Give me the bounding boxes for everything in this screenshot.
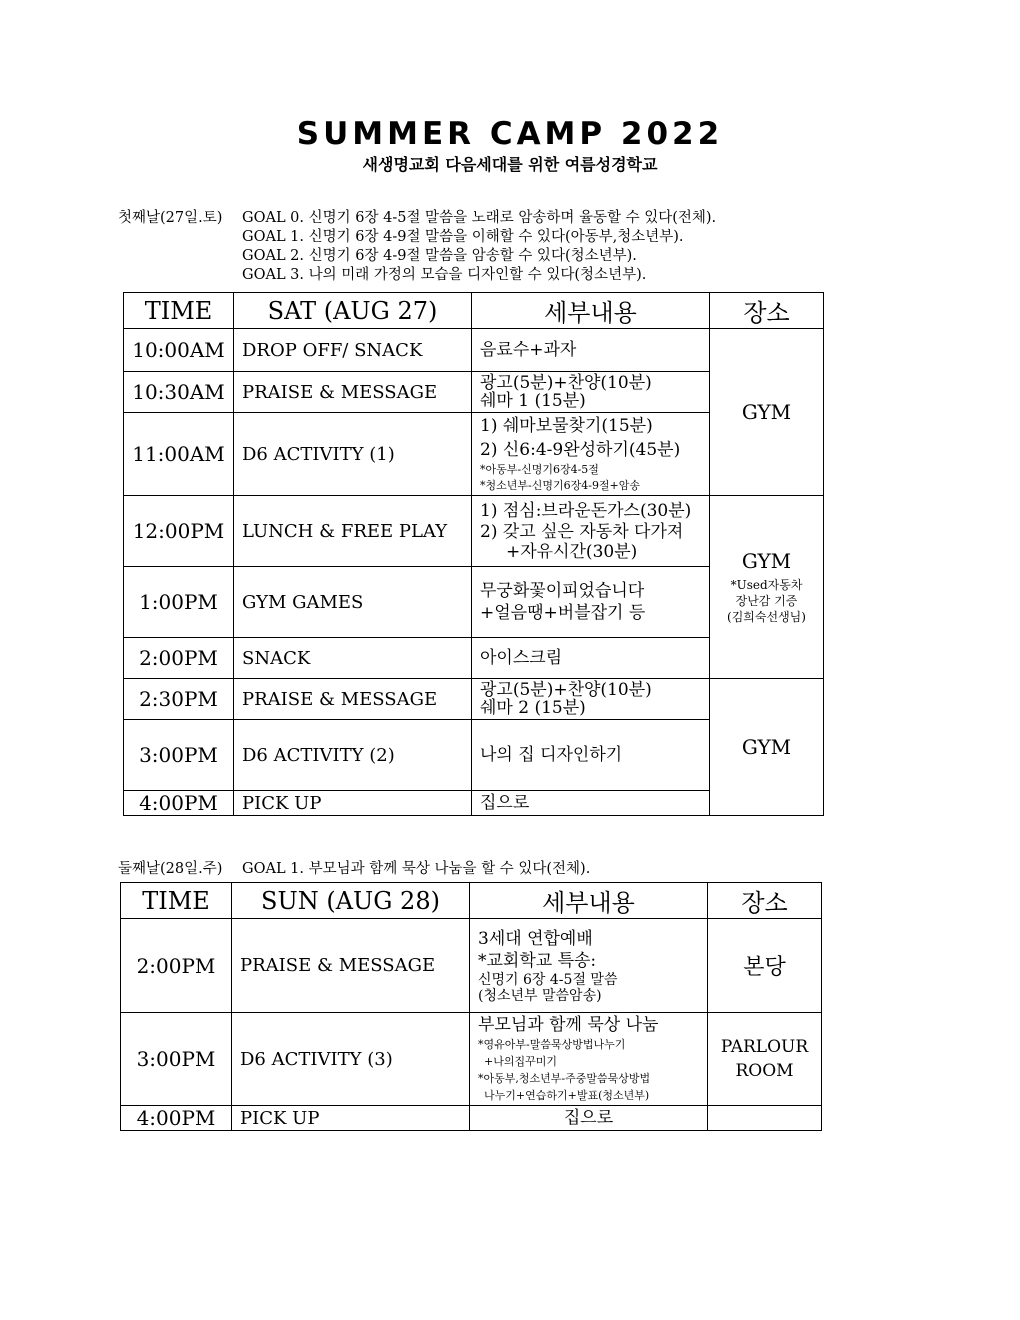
detail-line: 쉐마 1 (15분): [480, 391, 586, 411]
row-time: 3:00PM: [121, 1013, 232, 1106]
header-time: TIME: [121, 883, 232, 919]
goal-item: GOAL 3. 나의 미래 가정의 모습을 디자인할 수 있다(청소년부).: [242, 267, 647, 283]
row-detail: [472, 791, 710, 816]
detail-line: (청소년부 말씀암송): [478, 987, 602, 1004]
row-event: PRAISE & MESSAGE: [232, 919, 470, 1013]
detail-line: 광고(5분)+찬양(10분): [480, 373, 652, 393]
row-time: 1:00PM: [124, 567, 234, 638]
day1-schedule-table: [123, 292, 824, 816]
venue-note-line: *Used자동차: [730, 578, 803, 592]
detail-line: 아이스크림: [480, 648, 563, 668]
row-detail: [472, 496, 710, 567]
venue-cell: [710, 496, 824, 679]
header-detail: 세부내용: [472, 293, 710, 329]
day2-schedule-table: [120, 882, 822, 1131]
table-header-row: [124, 293, 824, 329]
row-detail: [470, 1106, 708, 1131]
row-time: 4:00PM: [121, 1106, 232, 1131]
detail-line: 2) 신6:4-9완성하기(45분): [480, 440, 681, 460]
venue-note-line: 장난감 기증: [735, 594, 798, 608]
detail-line: 1) 쉐마보물찾기(15분): [480, 416, 653, 436]
venue-note-line: (김희숙선생님): [727, 610, 806, 624]
table-row: [124, 679, 824, 720]
row-time: 3:00PM: [124, 720, 234, 791]
detail-line: +얼음땡+버블잡기 등: [480, 603, 646, 623]
table-row: [121, 919, 822, 1013]
header-detail: 세부내용: [470, 883, 708, 919]
detail-line: 신명기 6장 4-5절 말씀: [478, 971, 618, 988]
row-time: 2:00PM: [121, 919, 232, 1013]
row-detail: [472, 329, 710, 372]
detail-line: 나누기+연습하기+발표(청소년부): [484, 1089, 650, 1102]
table-header-row: [121, 883, 822, 919]
detail-line: 무궁화꽃이피었습니다: [480, 581, 645, 601]
row-detail: [470, 1013, 708, 1106]
detail-line: 부모님과 함께 묵상 나눔: [478, 1015, 659, 1035]
row-detail: [472, 567, 710, 638]
row-time: 11:00AM: [124, 413, 234, 496]
day2-goals: [118, 860, 590, 879]
row-detail: [472, 638, 710, 679]
venue-cell: [708, 919, 822, 1013]
venue-cell: [710, 679, 824, 816]
row-detail: [472, 720, 710, 791]
header-time: TIME: [124, 293, 234, 329]
detail-line: 2) 갖고 싶은 자동차 다가져: [480, 522, 684, 542]
goal-item: GOAL 2. 신명기 6장 4-9절 말씀을 암송할 수 있다(청소년부).: [242, 248, 637, 264]
detail-line: +자유시간(30분): [506, 542, 638, 562]
row-event: PRAISE & MESSAGE: [234, 372, 472, 413]
detail-line: 음료수+과자: [480, 340, 577, 360]
header-event: SAT (AUG 27): [234, 293, 472, 329]
row-time: 10:30AM: [124, 372, 234, 413]
venue-cell: [710, 329, 824, 496]
row-time: 2:30PM: [124, 679, 234, 720]
detail-line: 집으로: [480, 793, 530, 813]
detail-line: 나의 집 디자인하기: [480, 745, 623, 765]
goal-item: GOAL 0. 신명기 6장 4-5절 말씀을 노래로 암송하며 율동할 수 있다(전체).: [242, 210, 717, 226]
day2-label: 둘째날(28일.주): [118, 861, 223, 877]
detail-line: 쉐마 2 (15분): [480, 698, 586, 718]
header-event: SUN (AUG 28): [232, 883, 470, 919]
row-event: PICK UP: [232, 1106, 470, 1131]
table-row: [124, 496, 824, 567]
row-event: PRAISE & MESSAGE: [234, 679, 472, 720]
detail-line: +나의집꾸미기: [484, 1055, 557, 1068]
venue-name: ROOM: [735, 1061, 794, 1081]
row-event: D6 ACTIVITY (3): [232, 1013, 470, 1106]
venue-name: GYM: [741, 549, 792, 573]
row-event: D6 ACTIVITY (2): [234, 720, 472, 791]
day1-label: 첫째날(27일.토): [118, 210, 223, 226]
detail-line: 광고(5분)+찬양(10분): [480, 680, 652, 700]
detail-line: *아동부-신명기6장4-5절: [480, 463, 599, 476]
detail-line: *영유아부-말씀묵상방법나누기: [478, 1038, 626, 1051]
venue-name: GYM: [741, 400, 792, 424]
detail-line: 1) 점심:브라운돈가스(30분): [480, 501, 692, 521]
goal-item: GOAL 1. 부모님과 함께 묵상 나눔을 할 수 있다(전체).: [242, 861, 591, 877]
row-detail: [472, 372, 710, 413]
row-event: DROP OFF/ SNACK: [234, 329, 472, 372]
venue-cell: [708, 1106, 822, 1131]
venue-name: GYM: [741, 735, 792, 759]
row-event: GYM GAMES: [234, 567, 472, 638]
day1-goals: [118, 209, 716, 285]
page-title: SUMMER CAMP 2022: [296, 116, 724, 152]
row-detail: [472, 679, 710, 720]
row-time: 12:00PM: [124, 496, 234, 567]
detail-line: *교회학교 특송:: [478, 950, 597, 971]
header-venue: 장소: [708, 883, 822, 919]
table-row: [124, 329, 824, 372]
row-time: 10:00AM: [124, 329, 234, 372]
venue-cell: [708, 1013, 822, 1106]
row-time: 2:00PM: [124, 638, 234, 679]
row-event: LUNCH & FREE PLAY: [234, 496, 472, 567]
table-row: [121, 1106, 822, 1131]
page-subtitle: 새생명교회 다음세대를 위한 여름성경학교: [362, 155, 658, 174]
row-event: D6 ACTIVITY (1): [234, 413, 472, 496]
detail-line: 3세대 연합예배: [478, 928, 593, 949]
row-event: SNACK: [234, 638, 472, 679]
row-detail: [470, 919, 708, 1013]
venue-name: 본당: [743, 955, 786, 980]
detail-line: 집으로: [563, 1108, 614, 1128]
row-event: PICK UP: [234, 791, 472, 816]
row-detail: [472, 413, 710, 496]
detail-line: *아동부,청소년부-주중말씀묵상방법: [478, 1072, 651, 1085]
detail-line: *청소년부-신명기6장4-9절+암송: [480, 479, 641, 492]
header-venue: 장소: [710, 293, 824, 329]
goal-item: GOAL 1. 신명기 6장 4-9절 말씀을 이해할 수 있다(아동부,청소년부).: [242, 229, 684, 245]
table-row: [121, 1013, 822, 1106]
row-time: 4:00PM: [124, 791, 234, 816]
venue-name: PARLOUR: [720, 1037, 809, 1057]
